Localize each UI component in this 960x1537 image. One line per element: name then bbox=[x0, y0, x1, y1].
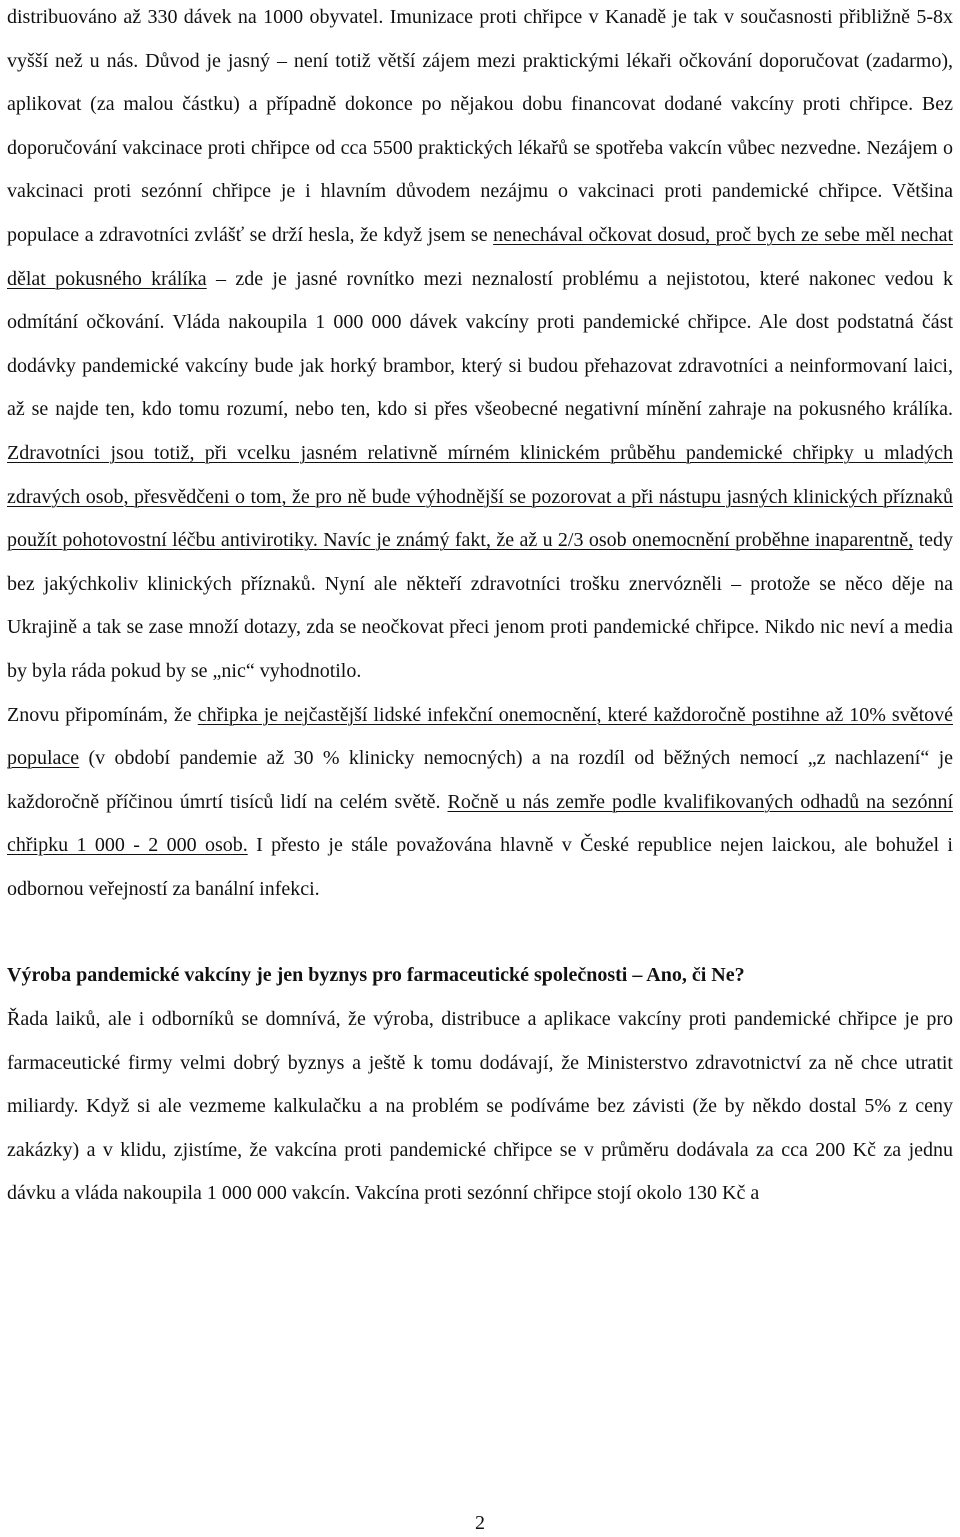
text-span: I přesto je stále považována hlavně v České republice nejen laickou, ale bohužel i odbornou veřejností za banální infekci. bbox=[7, 834, 953, 900]
underlined-text: Zdravotníci jsou totiž, při vcelku jasném relativně mírném klinickém průběhu pandemické chřipky u mladých zdravých osob, přesvědčeni o tom, že pro ně bude výhodnější se pozorovat a při nástupu jasných klinických příznaků použít pohotovostní léčbu antivirotiky. Navíc je známý fakt, že až u 2/3 osob onemocnění proběhne inaparentně, bbox=[7, 441, 953, 552]
paragraph-vaccine-business: Řada laiků, ale i odborníků se domnívá, že výroba, distribuce a aplikace vakcíny proti pandemické chřipce je pro farmaceutické firmy velmi dobrý byznys a ještě k tomu dodávají, že Ministerstvo zdravotnictví za ně chce utratit miliardy. Když si ale vezmeme kalkulačku a na problém se podíváme bez závisti (že by někdo dostal 5% z ceny zakázky) a v klidu, zjistíme, že vakcína proti pandemické chřipce se v průměru dodávala za cca 200 Kč za jednu dávku a vláda nakoupila 1 000 000 vakcín. Vakcína proti sezónní chřipce stojí okolo 130 Kč a bbox=[7, 1008, 953, 1205]
text-span: Znovu připomínám, že bbox=[7, 703, 198, 726]
text-span: (v období pandemie až 30 % klinicky nemocných) a na rozdíl od běžných nemocí „z nachlazení“ je každoročně příčinou úmrtí tisíců lidí na celém světě. bbox=[7, 747, 953, 813]
document-page bbox=[7, 0, 953, 1216]
paragraph-influenza-reminder bbox=[7, 694, 953, 912]
text-span: tedy bez jakýchkoliv klinických příznaků. Nyní ale někteří zdravotníci trošku znervózněli – protože se něco děje na Ukrajině a tak se zase množí dotazy, zda se neočkovat přeci jenom proti pandemické chřipce. Nikdo nic neví a media by byla ráda pokud by se „nic“ vyhodnotilo. bbox=[7, 529, 954, 682]
paragraph-canada-immunization bbox=[7, 0, 953, 694]
section-heading: Výroba pandemické vakcíny je jen byznys pro farmaceutické společnosti – Ano, či Ne? bbox=[7, 964, 745, 987]
text-span: – zde je jasné rovnítko mezi neznalostí problému a nejistotou, které nakonec vedou k odmítání očkování. Vláda nakoupila 1 000 000 dávek vakcíny proti pandemické chřipce. Ale dost podstatná část dodávky pandemické vakcíny bude jak horký brambor, který si budou přehazovat zdravotníci a neinformovaní laici, až se najde ten, kdo tomu rozumí, nebo ten, kdo si přes všeobecné negativní mínění zahraje na pokusného králíka. bbox=[7, 267, 953, 421]
underlined-text: nenechával očkovat dosud, proč bych ze sebe měl nechat dělat pokusného králíka bbox=[7, 223, 953, 290]
text-span: distribuováno až 330 dávek na 1000 obyvatel. Imunizace proti chřipce v Kanadě je tak v současnosti přibližně 5-8x vyšší než u nás. Důvod je jasný – není totiž větší zájem mezi praktickými lékaři očkování doporučovat (zadarmo), aplikovat (za malou částku) a případně dokonce po nějakou dobu financovat dodané vakcíny proti chřipce. Bez doporučování vakcinace proti chřipce od cca 5500 praktických lékařů se spotřeba vakcín vůbec nezvedne. Nezájem o vakcinaci proti sezónní chřipce je i hlavním důvodem nezájmu o vakcinaci proti pandemické chřipce. Většina populace a zdravotníci zvlášť se drží hesla, že když jsem se bbox=[7, 6, 953, 246]
page-number: 2 bbox=[475, 1512, 485, 1534]
underlined-text: Ročně u nás zemře podle kvalifikovaných odhadů na sezónní chřipku 1 000 - 2 000 osob. bbox=[7, 790, 953, 857]
underlined-text: chřipka je nejčastější lidské infekční onemocnění, které každoročně postihne až 10% světové populace bbox=[7, 703, 954, 770]
